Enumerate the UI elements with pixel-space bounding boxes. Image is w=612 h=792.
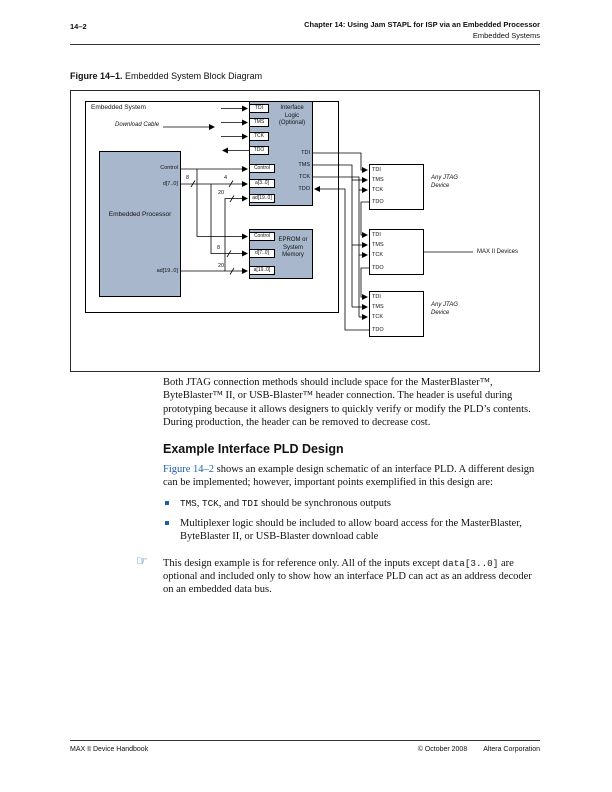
paragraph-example-design xyxy=(163,463,541,490)
bullet-icon xyxy=(165,521,169,525)
interface-tck-port: TCK xyxy=(249,132,269,141)
design-points-list xyxy=(163,497,541,544)
memory-control-port: Control xyxy=(249,232,275,241)
device1-label: Any JTAG Device xyxy=(431,175,458,189)
note-text: This design example is for reference only. All of the inputs except data[3..0] are optional and included only to show how an interface PLD can act as an address decoder on an embedded data bus. xyxy=(163,557,532,596)
header-rule xyxy=(70,44,540,45)
figure-14-2-link[interactable]: Figure 14–2 xyxy=(163,464,215,476)
processor-port-d: d[7..0] xyxy=(162,180,178,187)
download-cable-label: Download Cable xyxy=(115,122,160,128)
note-hand-icon: ☞ xyxy=(136,553,148,569)
footer-copyright: © October 2008 xyxy=(417,746,468,753)
signal-tck: TCK xyxy=(202,497,219,509)
body-column xyxy=(136,376,541,597)
device1-tdi: TDI xyxy=(372,166,381,173)
bus-width-ad: 20 xyxy=(218,190,225,196)
device2-tck: TCK xyxy=(372,251,383,258)
footer-company: Altera Corporation xyxy=(483,746,540,753)
section-name: Embedded Systems xyxy=(472,31,540,40)
interface-tms-port: TMS xyxy=(249,118,269,127)
device3-tdo: TDO xyxy=(372,326,384,333)
device3-tck: TCK xyxy=(372,313,383,320)
interface-out-tms: TMS xyxy=(298,161,310,168)
device2-tms: TMS xyxy=(372,241,384,248)
interface-out-tdi: TDI xyxy=(301,149,310,156)
interface-control-port: Control xyxy=(249,164,275,173)
paragraph-jtag-header: Both JTAG connection methods should include space for the MasterBlaster™, ByteBlaster™ II, or USB-Blaster™ header connection. The header is useful during prototyping because it allows designers to quickly verify or modify the PLD’s contents. During production, the header can be removed to decrease cost. xyxy=(163,377,531,429)
interface-out-tdo: TDO xyxy=(298,185,310,192)
embedded-processor-label: Embedded Processor xyxy=(108,211,172,218)
interface-tdi-port: TDI xyxy=(249,104,269,113)
paragraph-example-design-text: shows an example design schematic of an interface PLD. A different design can be implemented; however, important points exemplified in this design are: xyxy=(163,464,535,489)
processor-port-control: Control xyxy=(160,165,178,171)
device1-tdo: TDO xyxy=(372,198,384,205)
device1-tck: TCK xyxy=(372,186,383,193)
figure-caption-title: Embedded System Block Diagram xyxy=(125,71,263,81)
figure-caption xyxy=(70,71,262,81)
device3-tms: TMS xyxy=(372,303,384,310)
signal-tdi: TDI xyxy=(241,497,259,509)
bus-width-mem-d: 8 xyxy=(217,245,221,251)
footer-book-title: MAX II Device Handbook xyxy=(70,746,149,753)
bus-width-a: 4 xyxy=(224,175,228,181)
section-heading: Example Interface PLD Design xyxy=(163,441,344,456)
running-header xyxy=(304,20,540,40)
device2-tdo: TDO xyxy=(372,264,384,271)
signal-tms: TMS xyxy=(180,497,197,509)
list-item-synchronous-outputs: TMS, TCK, and TDI should be synchronous outputs xyxy=(163,497,541,510)
footer-rule xyxy=(70,740,540,741)
footer-right xyxy=(404,746,540,753)
interface-logic-label: Interface Logic (Optional) xyxy=(278,105,306,126)
device3-label: Any JTAG Device xyxy=(431,302,458,316)
list-item-multiplexer-logic: Multiplexer logic should be included to allow board access for the MasterBlaster, ByteBlaster II, or USB-Blaster download cable xyxy=(163,517,541,544)
device2-label: MAX II Devices xyxy=(477,248,519,255)
device2-tdi: TDI xyxy=(372,231,381,238)
interface-ad-port: ad[19..0] xyxy=(249,194,275,203)
bus-width-mem-a: 20 xyxy=(218,262,225,269)
interface-tdo-port: TDO xyxy=(249,146,269,155)
interface-a-port: a[3..0] xyxy=(249,179,275,188)
reference-note xyxy=(136,553,541,597)
memory-label: EPROM or System Memory xyxy=(278,237,308,258)
figure-caption-label: Figure 14–1. xyxy=(70,71,123,81)
embedded-system-label: Embedded System xyxy=(91,104,146,111)
bus-width-d: 8 xyxy=(186,175,190,181)
chapter-title: Chapter 14: Using Jam STAPL for ISP via an Embedded Processor xyxy=(304,20,540,29)
bullet-icon xyxy=(165,501,169,505)
page-number: 14–2 xyxy=(70,22,87,31)
signal-data: data[3..0] xyxy=(442,557,499,569)
embedded-processor-box xyxy=(99,151,181,297)
device3-tdi: TDI xyxy=(372,293,381,300)
figure-block-diagram xyxy=(70,90,540,372)
device1-tms: TMS xyxy=(372,176,384,183)
memory-a-port: a[19..0] xyxy=(249,266,275,275)
interface-out-tck: TCK xyxy=(299,173,310,180)
memory-d-port: d[7..0] xyxy=(249,249,275,258)
processor-port-ad: ad[19..0] xyxy=(156,267,178,274)
